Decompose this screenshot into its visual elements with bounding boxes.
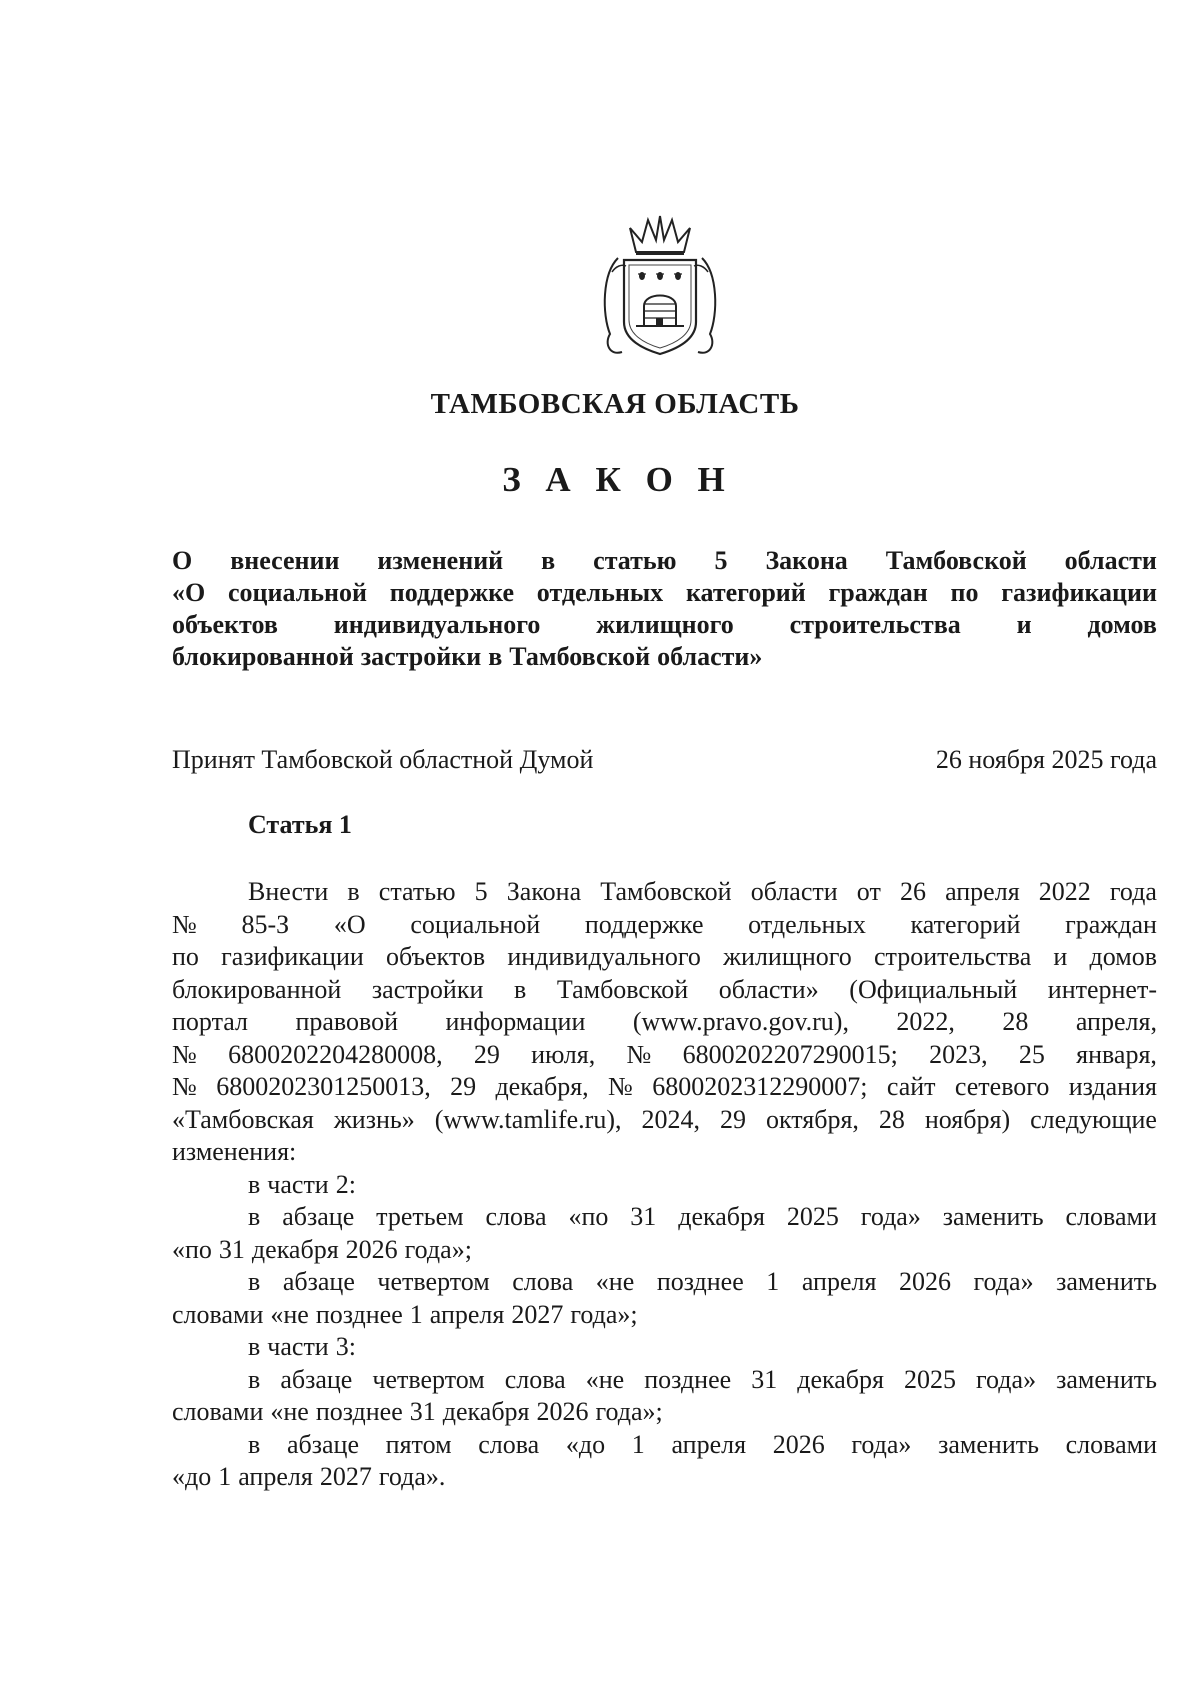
body-word: года» [860, 1202, 921, 1231]
title-word: области» [657, 642, 763, 671]
body-word: слова [478, 1429, 540, 1459]
body-word: «по [172, 1234, 212, 1264]
body-word: «О [333, 909, 366, 939]
body-word: 29 [473, 1039, 500, 1069]
body-word: словами [172, 1299, 264, 1329]
body-word: «не [270, 1299, 309, 1329]
body-word: года» [973, 1267, 1034, 1296]
paragraph-line [172, 1266, 1157, 1299]
paragraph-line [172, 974, 1157, 1007]
body-word: 3: [335, 1332, 356, 1361]
body-word: года» [851, 1429, 912, 1459]
body-word: интернет- [1047, 974, 1157, 1004]
body-word: в [347, 877, 360, 906]
article-body [172, 876, 1157, 1494]
body-word: строительства [873, 942, 1032, 971]
body-word: 31 [630, 1202, 657, 1231]
body-word: 1 [409, 1299, 423, 1329]
body-word: поддержке [584, 909, 704, 939]
body-word: слова [504, 1364, 566, 1394]
body-word: 28 [1002, 1007, 1029, 1036]
paragraph-line [172, 876, 1157, 909]
body-word: застройки [371, 974, 484, 1004]
body-word: «не [585, 1364, 625, 1394]
title-word: объектов [172, 610, 278, 639]
body-word: «Тамбовская [172, 1104, 314, 1134]
body-word: 26 [899, 877, 926, 906]
region-name: ТАМБОВСКАЯ ОБЛАСТЬ [430, 388, 800, 420]
title-word: газификации [1001, 578, 1157, 607]
title-word: индивидуального [333, 610, 541, 639]
body-word: сетевого [954, 1072, 1050, 1101]
body-word: (Официальный [849, 974, 1018, 1004]
title-line [172, 577, 1157, 609]
body-word: области [750, 877, 838, 906]
body-word: в [513, 974, 527, 1004]
title-line [172, 545, 1157, 577]
body-word: года»; [595, 1397, 663, 1426]
title-word: и [1016, 610, 1032, 639]
body-word: 2025 [786, 1202, 839, 1231]
body-word: части [267, 1332, 329, 1361]
body-word: области» [718, 974, 819, 1004]
body-word: 31 [409, 1397, 436, 1426]
body-word: словами [1065, 1429, 1157, 1459]
adoption-line [172, 745, 1157, 775]
title-word: по [950, 578, 979, 607]
body-word: ноября) [924, 1104, 1011, 1134]
body-word: года»; [570, 1299, 638, 1329]
body-word: 6800202204280008, [228, 1039, 443, 1069]
document-type: З А К О Н [502, 460, 733, 499]
body-word: сайт [886, 1072, 936, 1101]
body-word: от [856, 877, 881, 906]
article-heading: Статья 1 [248, 810, 352, 839]
body-word: № [172, 1072, 197, 1101]
body-word: 2027 [319, 1462, 372, 1491]
body-word: 2027 [511, 1299, 564, 1329]
body-word: «до [172, 1462, 212, 1491]
title-word: граждан [828, 578, 928, 607]
title-word: поддержке [389, 578, 515, 607]
title-word: застройки [360, 642, 482, 671]
body-word: «не [595, 1267, 635, 1296]
body-word: 2022, [896, 1007, 955, 1036]
body-word: 1 [218, 1462, 232, 1491]
body-word: абзаце [286, 1429, 359, 1459]
body-word: 6800202207290015; [682, 1039, 898, 1069]
paragraph-line [172, 1331, 1157, 1364]
coat-of-arms-emblem [596, 214, 724, 364]
title-word: изменений [377, 546, 504, 575]
paragraph-line [172, 1006, 1157, 1039]
body-word: следующие [1030, 1104, 1157, 1134]
body-word: 2026 [898, 1267, 951, 1296]
body-word: 31 [218, 1234, 245, 1264]
body-word: «не [270, 1397, 309, 1426]
body-word: в [248, 1332, 261, 1361]
body-word: 85-З [241, 909, 290, 939]
body-word: «до [565, 1429, 606, 1459]
body-word: жизнь» [333, 1104, 415, 1134]
body-word: 2025 [904, 1364, 956, 1394]
body-word: словами [172, 1397, 264, 1426]
title-word: социальной [227, 578, 368, 607]
body-word: декабря [678, 1202, 765, 1231]
body-word: года». [378, 1462, 446, 1491]
body-word: апреля [945, 877, 1020, 906]
title-word: в [541, 546, 556, 575]
body-word: года»; [404, 1234, 472, 1264]
body-word: Тамбовской [600, 877, 732, 906]
body-word: «по [568, 1202, 609, 1231]
body-word: в [248, 1202, 261, 1231]
body-word: слова [512, 1267, 574, 1296]
body-word: позднее [315, 1397, 403, 1426]
body-word: 2026 [345, 1234, 398, 1264]
body-word: газификации [221, 942, 364, 971]
body-word: объектов [385, 942, 486, 971]
body-word: и [1053, 942, 1068, 971]
paragraph-line [172, 1039, 1157, 1072]
body-word: Закона [506, 877, 582, 906]
body-word: декабря [251, 1234, 339, 1264]
body-word: позднее [315, 1299, 403, 1329]
body-word: четвертом [372, 1364, 485, 1394]
body-word: третьем [376, 1202, 464, 1231]
title-word: в [488, 642, 503, 671]
body-word: апреля [238, 1462, 313, 1491]
body-word: года» [976, 1364, 1037, 1394]
title-word: строительства [789, 610, 961, 639]
title-word: области [1064, 546, 1157, 575]
body-word: в [248, 1267, 261, 1296]
body-word: 2024, [641, 1104, 700, 1134]
body-word: 28 [878, 1104, 905, 1134]
body-word: позднее [656, 1267, 744, 1296]
body-word: 6800202312290007; [652, 1072, 868, 1101]
paragraph-line [172, 1136, 1157, 1169]
title-word: категорий [685, 578, 806, 607]
title-word: Закона [765, 546, 848, 575]
paragraph-line [172, 1234, 1157, 1267]
body-word: 2023, [929, 1039, 988, 1069]
paragraph-line [172, 1364, 1157, 1397]
body-word: части [267, 1169, 329, 1199]
body-word: граждан [1065, 909, 1157, 939]
body-word: № [172, 909, 197, 939]
body-word: жилищного [723, 942, 852, 971]
body-word: абзаце [282, 1267, 355, 1296]
body-word: издания [1068, 1072, 1157, 1101]
title-line [172, 641, 1157, 673]
body-word: информации [445, 1007, 586, 1036]
body-word: № [626, 1039, 652, 1069]
body-word: № [172, 1039, 197, 1069]
body-word: пятом [385, 1429, 452, 1459]
body-word: 2026 [536, 1397, 589, 1426]
body-word: апреля [801, 1267, 877, 1296]
paragraph-line [172, 1071, 1157, 1104]
body-word: апреля [671, 1429, 747, 1459]
body-word: индивидуального [507, 942, 701, 971]
title-line [172, 609, 1157, 641]
body-word: октября, [765, 1104, 859, 1134]
body-word: в [248, 1169, 261, 1199]
body-word: абзаце [280, 1364, 353, 1394]
title-word: «О [172, 578, 206, 607]
body-word: блокированной [172, 974, 342, 1004]
paragraph-line [172, 909, 1157, 942]
body-word: заменить [942, 1202, 1044, 1231]
body-word: заменить [1056, 1267, 1157, 1296]
body-word: 25 [1018, 1039, 1045, 1069]
paragraph-line [172, 1396, 1157, 1429]
body-word: 29 [450, 1072, 477, 1101]
body-word: словами [1065, 1202, 1157, 1231]
body-word: в [248, 1364, 261, 1394]
body-word: слова [485, 1202, 547, 1231]
body-word: 2: [335, 1169, 356, 1199]
paragraph-line [172, 1169, 1157, 1202]
body-word: изменения: [172, 1137, 297, 1166]
paragraph-line [172, 1429, 1157, 1462]
body-word: в [248, 1429, 261, 1459]
body-word: 29 [719, 1104, 746, 1134]
title-word: домов [1087, 610, 1157, 639]
body-word: позднее [644, 1364, 732, 1394]
body-word: четвертом [377, 1267, 490, 1296]
body-word: категорий [910, 909, 1021, 939]
body-word: домов [1089, 942, 1157, 971]
paragraph-line [172, 1104, 1157, 1137]
paragraph-line [172, 1299, 1157, 1332]
body-word: 2026 [772, 1429, 825, 1459]
body-word: портал [172, 1007, 248, 1036]
body-word: статью [378, 877, 456, 906]
body-word: декабря [442, 1397, 530, 1426]
body-word: абзаце [282, 1202, 355, 1231]
body-word: 2022 [1038, 877, 1091, 906]
paragraph-line [172, 1461, 1157, 1494]
body-word: 31 [751, 1364, 778, 1394]
title-word: О [172, 546, 193, 575]
title-word: жилищного [596, 610, 734, 639]
body-word: отдельных [748, 909, 866, 939]
body-word: Внести [248, 877, 329, 906]
paragraph-line [172, 1201, 1157, 1234]
body-word: декабря, [495, 1072, 589, 1101]
body-word: 6800202301250013, [216, 1072, 431, 1101]
paragraph-line [172, 941, 1157, 974]
law-title [172, 545, 1157, 673]
body-word: Тамбовской [556, 974, 689, 1004]
body-word: года [1109, 877, 1157, 906]
body-word: заменить [1056, 1364, 1157, 1394]
body-word: заменить [938, 1429, 1039, 1459]
body-word: № [608, 1072, 633, 1101]
title-word: статью [593, 546, 677, 575]
body-word: апреля [429, 1299, 505, 1329]
title-word: блокированной [172, 642, 354, 671]
title-word: Тамбовской [885, 546, 1027, 575]
body-word: декабря [797, 1364, 884, 1394]
title-word: 5 [714, 546, 728, 575]
adopted-by: Принят Тамбовской областной Думой [172, 745, 594, 774]
body-word: по [172, 942, 199, 971]
body-word: апреля, [1075, 1007, 1157, 1036]
body-word: января, [1076, 1039, 1157, 1069]
body-word: (www.pravo.gov.ru), [632, 1007, 849, 1036]
body-word: правовой [295, 1007, 399, 1036]
adoption-date: 26 ноября 2025 года [935, 745, 1157, 774]
body-word: 5 [474, 877, 488, 906]
body-word: (www.tamlife.ru), [434, 1104, 622, 1134]
body-word: социальной [410, 909, 541, 939]
title-word: отдельных [536, 578, 664, 607]
body-word: июля, [531, 1039, 596, 1069]
title-word: Тамбовской [509, 642, 651, 671]
body-word: 1 [631, 1429, 645, 1459]
title-word: внесении [230, 546, 340, 575]
body-word: 1 [766, 1267, 780, 1296]
